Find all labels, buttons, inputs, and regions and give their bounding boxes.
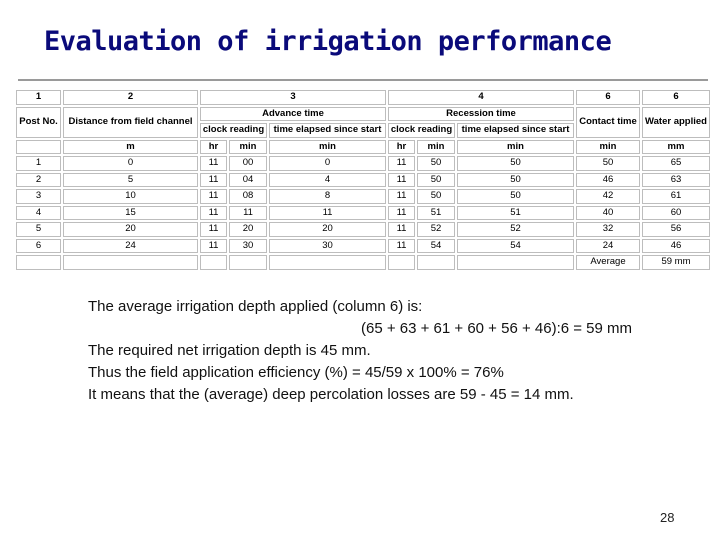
unit-cell: mm (642, 140, 710, 155)
empty-cell (457, 255, 574, 270)
advance-elapsed-header: time elapsed since start (269, 123, 386, 138)
table-cell: 65 (642, 156, 710, 171)
table-cell: 56 (642, 222, 710, 237)
col-num-1: 1 (16, 90, 61, 105)
table-cell: 42 (576, 189, 640, 204)
table-cell: 1 (16, 156, 61, 171)
title-divider (18, 79, 708, 81)
table-cell: 54 (457, 239, 574, 254)
table-cell: 08 (229, 189, 267, 204)
table-cell: 0 (63, 156, 198, 171)
table-cell: 24 (63, 239, 198, 254)
table-cell: 11 (200, 206, 227, 221)
table-cell: 50 (576, 156, 640, 171)
advance-time-header: Advance time (200, 107, 386, 122)
table-cell: 11 (200, 222, 227, 237)
table-cell: 50 (457, 173, 574, 188)
units-row (16, 140, 710, 155)
table-row (16, 189, 710, 204)
table-cell: 54 (417, 239, 455, 254)
table-cell: 52 (417, 222, 455, 237)
table-cell: 61 (642, 189, 710, 204)
page-number: 28 (660, 510, 675, 525)
col-num-6: 6 (642, 90, 710, 105)
table-cell: 50 (417, 173, 455, 188)
table-cell: 8 (269, 189, 386, 204)
advance-clock-reading-header: clock reading (200, 123, 267, 138)
contact-time-header: Contact time (576, 107, 640, 138)
calc-line-2: (65 + 63 + 61 + 60 + 56 + 46):6 = 59 mm (361, 320, 633, 337)
calc-line-1: The average irrigation depth applied (column 6) is: (88, 298, 423, 315)
table-cell: 15 (63, 206, 198, 221)
calc-line-4: Thus the field application efficiency (%) = 45/59 x 100% = 76% (88, 364, 504, 381)
table-row (16, 222, 710, 237)
table-cell: 11 (229, 206, 267, 221)
col-num-4: 4 (388, 90, 574, 105)
unit-cell: hr (200, 140, 227, 155)
empty-cell (16, 255, 61, 270)
table-cell: 00 (229, 156, 267, 171)
unit-cell: min (576, 140, 640, 155)
table-cell: 3 (16, 189, 61, 204)
unit-cell: min (229, 140, 267, 155)
table-cell: 50 (457, 189, 574, 204)
table-cell: 51 (457, 206, 574, 221)
empty-cell (200, 255, 227, 270)
table-row (16, 173, 710, 188)
table-cell: 11 (200, 239, 227, 254)
average-value: 59 mm (642, 255, 710, 270)
table-cell: 51 (417, 206, 455, 221)
empty-cell (417, 255, 455, 270)
average-label: Average (576, 255, 640, 270)
table-row (16, 239, 710, 254)
table-cell: 11 (388, 222, 415, 237)
table-cell: 11 (200, 156, 227, 171)
col-num-2: 2 (63, 90, 198, 105)
irrigation-data-table (14, 88, 712, 272)
table-cell: 40 (576, 206, 640, 221)
unit-cell-empty (16, 140, 61, 155)
post-no-header: Post No. (16, 107, 61, 138)
table-cell: 30 (229, 239, 267, 254)
slide-title: Evaluation of irrigation performance (44, 26, 612, 57)
table-cell: 20 (229, 222, 267, 237)
group-header-row (16, 107, 710, 122)
distance-header: Distance from field channel (63, 107, 198, 138)
table-cell: 6 (16, 239, 61, 254)
recession-elapsed-header: time elapsed since start (457, 123, 574, 138)
unit-cell: min (457, 140, 574, 155)
table-cell: 20 (269, 222, 386, 237)
empty-cell (269, 255, 386, 270)
table-cell: 04 (229, 173, 267, 188)
table-cell: 11 (388, 206, 415, 221)
unit-cell: min (269, 140, 386, 155)
table-cell: 5 (16, 222, 61, 237)
table-cell: 24 (576, 239, 640, 254)
table-cell: 60 (642, 206, 710, 221)
table-cell: 20 (63, 222, 198, 237)
unit-cell: hr (388, 140, 415, 155)
calc-line-3: The required net irrigation depth is 45 mm. (88, 342, 371, 359)
empty-cell (388, 255, 415, 270)
table-cell: 10 (63, 189, 198, 204)
table-cell: 52 (457, 222, 574, 237)
table-cell: 50 (417, 156, 455, 171)
table-cell: 46 (642, 239, 710, 254)
table-cell: 11 (200, 173, 227, 188)
column-number-row (16, 90, 710, 105)
table-cell: 0 (269, 156, 386, 171)
table-cell: 2 (16, 173, 61, 188)
unit-cell: m (63, 140, 198, 155)
table-cell: 4 (269, 173, 386, 188)
table-cell: 5 (63, 173, 198, 188)
calculation-text (88, 296, 632, 406)
table-cell: 4 (16, 206, 61, 221)
table-cell: 11 (388, 173, 415, 188)
table-cell: 11 (388, 239, 415, 254)
col-num-5: 6 (576, 90, 640, 105)
average-row (16, 255, 710, 270)
table-row (16, 156, 710, 171)
table-cell: 11 (388, 189, 415, 204)
table-cell: 50 (417, 189, 455, 204)
data-rows (16, 156, 710, 253)
water-applied-header: Water applied (642, 107, 710, 138)
recession-time-header: Recession time (388, 107, 574, 122)
table-cell: 63 (642, 173, 710, 188)
recession-clock-reading-header: clock reading (388, 123, 455, 138)
table-cell: 11 (200, 189, 227, 204)
table-cell: 50 (457, 156, 574, 171)
empty-cell (229, 255, 267, 270)
empty-cell (63, 255, 198, 270)
table-cell: 32 (576, 222, 640, 237)
unit-cell: min (417, 140, 455, 155)
col-num-3: 3 (200, 90, 386, 105)
table-row (16, 206, 710, 221)
calc-line-5: It means that the (average) deep percolation losses are 59 - 45 = 14 mm. (88, 386, 574, 403)
table-cell: 11 (388, 156, 415, 171)
table-cell: 46 (576, 173, 640, 188)
table-cell: 11 (269, 206, 386, 221)
table-cell: 30 (269, 239, 386, 254)
